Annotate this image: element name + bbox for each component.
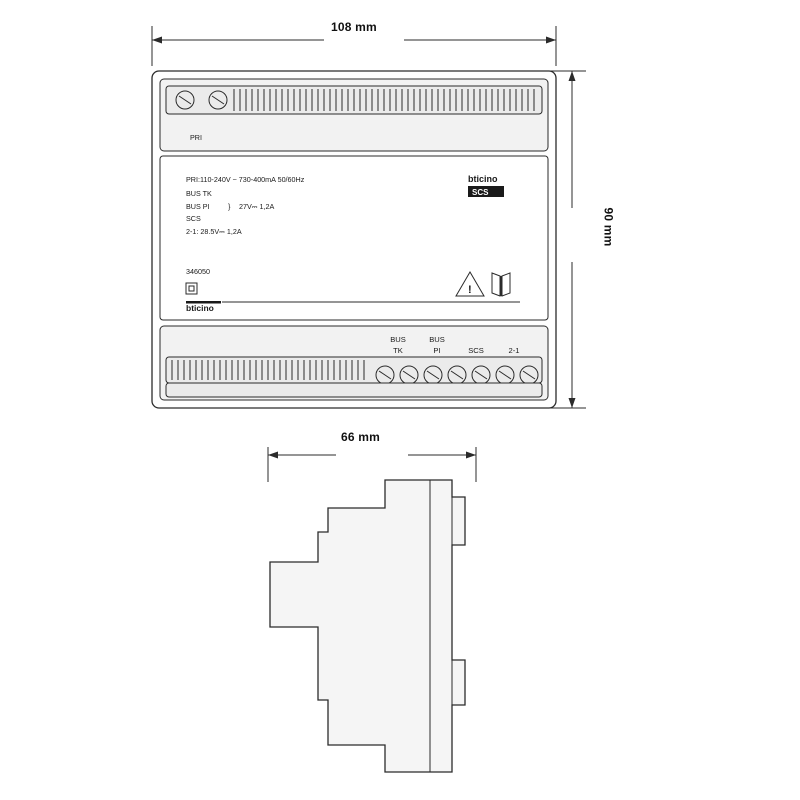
spec-brace: } [228, 202, 231, 211]
spec-line-scs: SCS [186, 214, 201, 223]
dimension-line-side [268, 447, 476, 482]
spec-line-pri: PRI:110-240V ~ 730-400mA 50/60Hz [186, 175, 305, 184]
spec-line-voltage: 27V⎓ 1,2A [239, 202, 275, 211]
terminal-label-bus-pi-line1: BUS [429, 335, 445, 344]
brand-name-bottom: bticino [186, 303, 214, 313]
spec-line-2-1: 2-1: 28.5V⎓ 1,2A [186, 227, 242, 236]
front-view [152, 71, 556, 408]
side-view [270, 480, 465, 772]
brand-system-tag: SCS [472, 188, 489, 197]
terminal-label-bus-pi-line2: PI [433, 346, 441, 355]
catalog-number: 346050 [186, 267, 210, 276]
dimension-line-top [152, 26, 556, 66]
terminal-label-2-1: 2-1 [508, 346, 520, 355]
dimension-label-width-side: 66 mm [341, 430, 381, 444]
dimension-label-height-right: 90 mm [601, 207, 616, 247]
spec-line-bus-tk: BUS TK [186, 189, 212, 198]
terminal-label-scs: SCS [468, 346, 484, 355]
svg-text:!: ! [468, 284, 472, 296]
terminal-label-bus-tk-line2: TK [393, 346, 403, 355]
dimension-label-width-top: 108 mm [331, 20, 377, 34]
terminal-label-bus-tk-line1: BUS [390, 335, 406, 344]
spec-line-bus-pi: BUS PI [186, 202, 210, 211]
terminal-label-pri: PRI [190, 133, 202, 142]
brand-name-top: bticino [468, 174, 498, 184]
